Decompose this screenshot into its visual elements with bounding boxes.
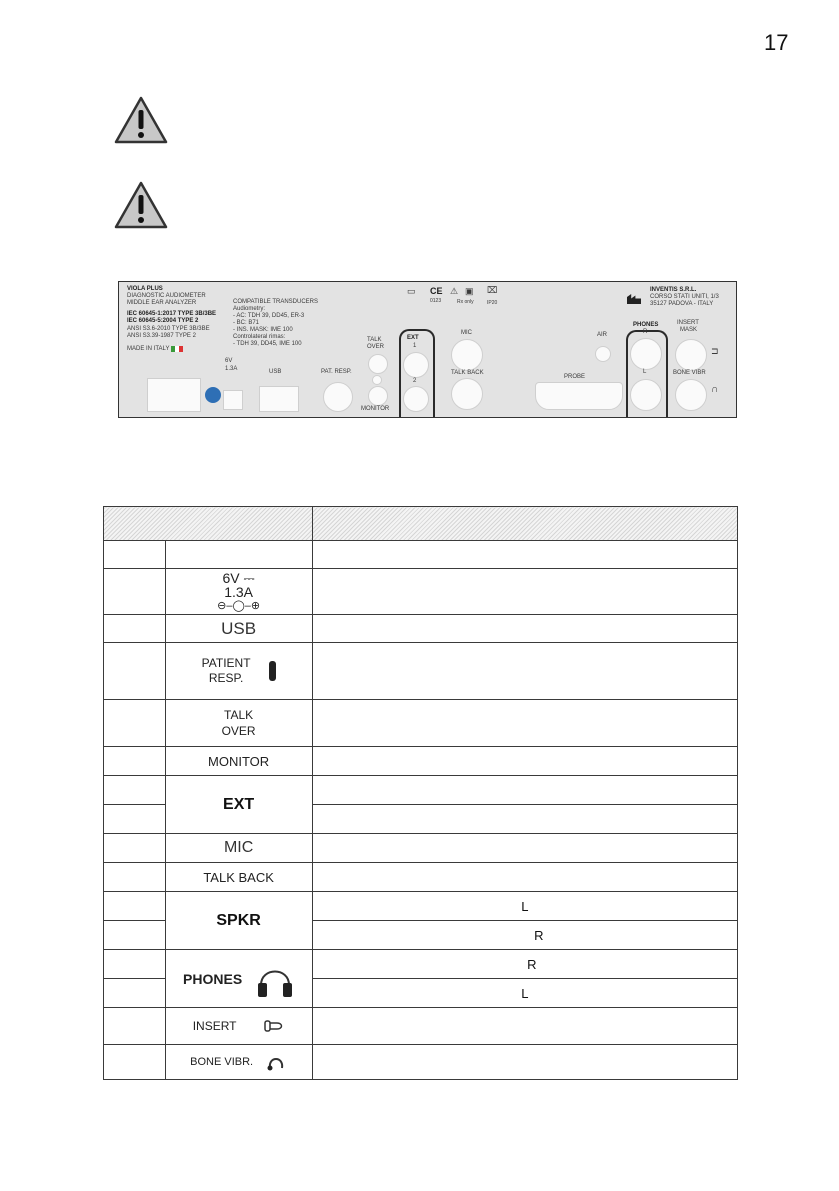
panel-ext-2: 2 [413,378,417,384]
row-symbol [165,834,312,863]
panel-standard: IEC 60645-1:2017 TYPE 3B/3BE [127,311,217,317]
table-header [104,507,738,541]
ce-mark-icon: CE [430,286,443,296]
panel-compat-line: Audiometry: [233,306,266,312]
row-symbol [165,1008,312,1045]
panel-mic: MIC [461,330,472,336]
panel-monitor: MONITOR [361,406,390,412]
bone-vibrator-icon [265,1052,287,1072]
row-symbol [165,950,312,1008]
panel-phones-r: R [643,329,648,335]
panel-subtitle: MIDDLE EAR ANALYZER [127,300,197,306]
row-number [104,776,166,805]
manufacturer-icon [627,294,641,304]
row-description [312,569,737,615]
row-number [104,1008,166,1045]
panel-usb: USB [269,369,282,375]
row-symbol [165,643,312,700]
row-description: L [312,979,737,1008]
row-description [312,747,737,776]
row-description: R [312,950,737,979]
insert-label: INSERT [192,1019,237,1033]
panel-ce-number: 0123 [430,298,442,304]
warning-icon [114,181,168,229]
patient-button-icon [269,661,276,681]
power-switch-icon [205,387,221,403]
table-header-cell [104,507,313,541]
panel-power: 6V [225,358,233,364]
power-current: 1.3A [224,583,253,600]
bf-part-icon: ▣ [465,286,474,296]
row-number [104,921,166,950]
panel-ip: IP20 [487,300,498,306]
table-row [104,569,738,615]
talk-over-led [372,375,382,385]
panel-compat-line: Controlateral rimas: [233,334,286,340]
panel-compat-line: - TDH 39, DD45, IME 100 [233,341,302,347]
row-number [104,700,166,747]
manual-icon: ▭ [407,286,416,296]
panel-standard: ANSI S3.39-1987 TYPE 2 [127,333,196,339]
panel-product: VIOLA PLUS [127,286,163,292]
talk-over-socket [368,354,388,374]
phones-r-socket [630,338,662,370]
connector-table [103,506,738,1080]
usb-label: USB [221,618,257,638]
row-number [104,615,166,643]
air-socket [595,346,611,362]
panel-rx-only: Rx only [457,299,474,305]
panel-air: AIR [597,332,608,338]
row-number [104,979,166,1008]
panel-pat-resp: PAT. RESP. [321,369,352,375]
insert-icon: ⊐ [711,346,719,356]
table-row [104,1045,738,1080]
table-row [104,643,738,700]
panel-address: 35127 PADOVA - ITALY [650,301,714,307]
row-description [312,834,737,863]
table-row [104,615,738,643]
panel-address: CORSO STATI UNITI, 1/3 [650,294,719,300]
panel-standard: ANSI S3.6-2010 TYPE 3B/3BE [127,326,210,332]
row-description [312,776,737,805]
panel-probe: PROBE [564,374,586,380]
weee-icon: ⌧ [487,285,498,295]
table-row [104,541,738,569]
dc-symbol-icon: ⎓ [239,569,255,586]
row-description: R [312,921,737,950]
talk-over-label: TALK [224,708,254,722]
phones-l-socket [630,379,662,411]
table-row [104,776,738,805]
row-symbol [165,1045,312,1080]
panel-insert-mask: INSERT [677,320,699,326]
row-description: L [312,892,737,921]
talk-over-label: OVER [221,724,256,738]
phones-label: PHONES [183,970,243,987]
panel-ext: EXT [407,335,419,341]
row-description [312,541,737,569]
panel-subtitle: DIAGNOSTIC AUDIOMETER [127,293,206,299]
page-number: 17 [764,30,789,55]
mic-label: MIC [223,839,254,856]
monitor-socket [368,386,388,406]
table-header-cell [312,507,737,541]
headband-icon: ∩ [711,384,719,395]
power-voltage: 6V [222,569,240,586]
row-description [312,863,737,892]
warning-icon [114,96,168,144]
panel-talk-back: TALK BACK [451,370,484,376]
panel-bone-vibr: BONE VIBR [673,370,706,376]
panel-compat-line: - BC: B71 [233,320,260,326]
rear-panel-image [118,281,737,418]
power-connector [147,378,201,412]
ext-1-socket [403,352,429,378]
row-number [104,805,166,834]
row-symbol [165,541,312,569]
table-row [104,892,738,921]
row-description [312,700,737,747]
panel-compat-line: - AC: TDH 39, DD45, ER-3 [233,313,305,319]
row-description [312,805,737,834]
row-number [104,892,166,921]
row-number [104,834,166,863]
panel-made-in: MADE IN ITALY [127,346,170,352]
row-number [104,863,166,892]
row-symbol [165,700,312,747]
mic-socket [451,339,483,371]
row-symbol [165,776,312,834]
usb-port [259,386,299,412]
row-number [104,569,166,615]
table-row [104,700,738,747]
row-symbol [165,569,312,615]
panel-talk-over: OVER [367,344,385,350]
table-row [104,1008,738,1045]
insert-earphone-icon [263,1019,285,1033]
row-symbol [165,747,312,776]
panel-phones-l: L [643,369,647,375]
ext-label: EXT [223,795,255,813]
panel-ext-1: 1 [413,343,417,349]
pat-resp-socket [323,382,353,412]
patient-resp-label: PATIENT [201,656,251,670]
panel-insert-mask: MASK [680,327,698,333]
probe-connector [535,382,623,410]
row-number [104,950,166,979]
headphones-icon [256,959,294,999]
warning-small-icon: ⚠ [450,286,459,296]
panel-compat-title: COMPATIBLE TRANSDUCERS [233,299,319,305]
table-row [104,834,738,863]
table-row [104,747,738,776]
row-description [312,1008,737,1045]
power-jack [223,390,243,410]
row-number [104,541,166,569]
spkr-label: SPKR [216,911,261,929]
patient-resp-label: RESP. [208,671,244,685]
panel-phones: PHONES [633,322,659,328]
bone-vibr-label: BONE VIBR. [190,1056,254,1068]
panel-talk-over: TALK [367,337,382,343]
row-symbol [165,892,312,950]
table-row [104,950,738,979]
insert-mask-socket [675,339,707,371]
row-description [312,1045,737,1080]
row-number [104,1045,166,1080]
italy-flag-icon [171,346,183,352]
row-symbol [165,863,312,892]
polarity-icon: ⊖–◯–⊕ [217,599,261,612]
panel-standard: IEC 60645-5:2004 TYPE 2 [127,318,199,324]
row-description [312,615,737,643]
row-symbol [165,615,312,643]
panel-compat-line: - INS. MASK: IME 100 [233,327,293,333]
monitor-label: MONITOR [208,753,270,769]
row-number [104,747,166,776]
panel-maker: INVENTIS S.R.L. [650,287,697,293]
table-row [104,863,738,892]
bone-vibr-socket [675,379,707,411]
panel-current: 1.3A [225,366,238,372]
talk-back-socket [451,378,483,410]
talk-back-label: TALK BACK [203,869,274,885]
ext-2-socket [403,386,429,412]
row-number [104,643,166,700]
row-description [312,643,737,700]
